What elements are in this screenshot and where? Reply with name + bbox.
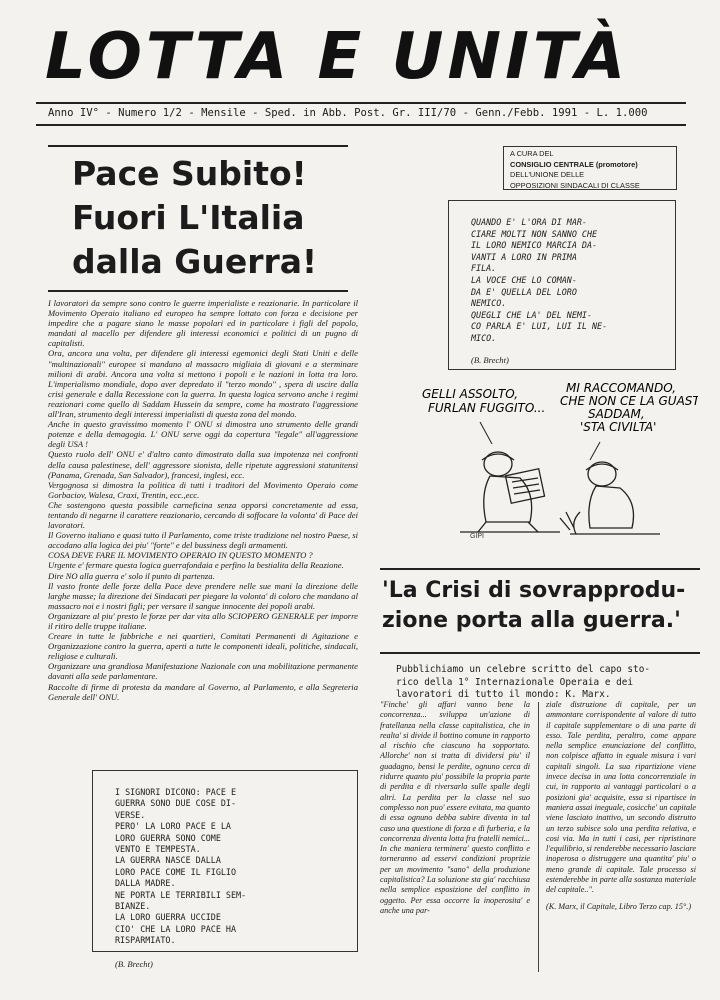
quote-line: VENTO E TEMPESTA.: [115, 844, 201, 855]
publisher-line: OPPOSIZIONI SINDACALI DI CLASSE: [510, 180, 640, 190]
quote-line: NEMICO.: [471, 298, 507, 309]
article-paragraph: COSA DEVE FARE IL MOVIMENTO OPERAIO IN QUESTO MOMENTO ?: [48, 550, 313, 561]
intro-line: Pubblichiamo un celebre scritto del capo sto-: [396, 664, 650, 675]
publisher-box: [503, 146, 677, 190]
marx-citation: (K. Marx, il Capitale, Libro Terzo cap. 15°.): [546, 901, 692, 911]
right-figure: [560, 462, 660, 534]
article-paragraph: Organizzare al piu' presto le forze per dar vita allo SCIOPERO GENERALE per imporre il ritiro delle truppe italiane.: [48, 610, 358, 631]
quote-author: (B. Brecht): [115, 958, 153, 969]
quote-line: LA VOCE CHE LO COMAN-: [471, 274, 577, 285]
crisis-article-title: [382, 576, 702, 636]
quote-line: IL LORO NEMICO MARCIA DA-: [471, 240, 598, 251]
article-paragraph: Urgente e' fermare questa logica guerrafondaia e perfino la bestialita della Reazione.: [48, 560, 344, 571]
quote-line: BIANZE.: [115, 901, 151, 912]
quote-line: LORO GUERRA SONO COME: [115, 832, 221, 843]
article-paragraph: Anche in questo gravissimo momento l' ONU si dimostra uno strumento delle grandi potenze e della demagogia. L' ONU serve oggi da copertura "legale" all'aggressione degli USA !: [48, 419, 358, 450]
crisis-rule: [380, 568, 700, 570]
left-figure: [460, 452, 560, 532]
headline-line: Fuori L'Italia: [72, 198, 305, 237]
quote-line: PERO' LA LORO PACE E LA: [115, 821, 231, 832]
headline-rule-bottom: [48, 290, 348, 292]
quote-line: DALLA MADRE.: [115, 878, 176, 889]
article-paragraph: I lavoratori da sempre sono contro le guerre imperialiste e reazionarie. In particolare il Movimento Operaio italiano ed europeo ha sempre lottato con forza e decisione per impedire che a pagare siano le masse popolari ed in particolare i figli del popolo, mandati al macello per difendere gli interessi economici e politici di un pugno di capitalisti.: [48, 298, 358, 349]
article-paragraph: Il Governo italiano e quasi tutto il Parlamento, come triste tradizione nel nostro Paese, si accodano alla logica dei piu' "forte" e del bussiness degli armamenti.: [48, 530, 358, 551]
quote-line: FILA.: [471, 263, 497, 274]
quote-line: LA GUERRA NASCE DALLA: [115, 855, 221, 866]
quote-line: DA E' QUELLA DEL LORO: [471, 286, 577, 297]
masthead-title: LOTTA E UNITÀ: [45, 20, 630, 94]
quote-line: CO PARLA E' LUI, LUI IL NE-: [471, 321, 608, 332]
brecht-quote-box-2: [92, 770, 358, 969]
quote-line: CIO' CHE LA LORO PACE HA: [115, 923, 237, 934]
publisher-line: DELL'UNIONE DELLE: [510, 170, 585, 179]
quote-line: QUANDO E' L'ORA DI MAR-: [471, 217, 587, 227]
issue-info-line: Anno IV° - Numero 1/2 - Mensile - Sped. in Abb. Post. Gr. III/70 - Genn./Febb. 1991 - L. 1.000: [48, 107, 648, 119]
quote-line: GUERRA SONO DUE COSE DI-: [115, 798, 237, 809]
quote-line: LA LORO GUERRA UCCIDE: [115, 912, 221, 923]
quote-line: I SIGNORI DICONO: PACE E: [115, 787, 237, 797]
article-paragraph: Dire NO alla guerra e' solo il punto di partenza.: [48, 570, 215, 581]
quote-line: VANTI A LORO IN PRIMA: [471, 251, 577, 262]
marx-paragraph: "Finche' gli affari vanno bene la concorrenza... sviluppa un'azione di fratellanza nella classe capitalistica, che in realta' si divide il bottino comune in rapporto al rischio che ciascuno ha sopportato. Allorche' non si tratta di dividersi piu' il guadagno, bensi le perdite, ognuno cerca di ridurre quanto piu' possibile la propria parte di perdita e di riversarla sulle spalle degli altri. La perdita per la classe nel suo complesso non puo' essere evitata, ma quanto di essa ognuno debba subire diventa in tal caso una questione di forza e di furberia, e la concorrenza diventa lotta fra fratelli nemici... In che maniera terminera' questo conflitto e torneranno ad esservi condizioni proprizie per un movimento "sano" della produzione capitalistica? La soluzione sta gia' racchiusa nella semplice esposizione del conflitto in oggetto. Per essa occorre la inoperosita' e anche una par-: [380, 700, 530, 915]
crisis-rule-bottom: [380, 652, 700, 654]
cartoon-signature: GIPI: [470, 533, 485, 540]
publisher-line: A CURA DEL: [510, 149, 554, 158]
quote-line: NE PORTA LE TERRIBILI SEM-: [115, 889, 247, 900]
article-paragraph: Ora, ancora una volta, per difendere gli interessi egemonici degli Stati Uniti e delle "multinazionali" europee si mandano al massacro migliaia di giovani e a sterminare milioni di arabi. Ancora una volta si mettono i popoli e le nazioni in lotta tra loro. L'imperialismo mondiale, dopo aver depredato il "terzo mondo" , spera di uscire dalla crisi generale e dalla Recessione con la guerra. In questa logica servono anche i regimi reazionari come quello di Saddam Hussein da sempre, come ha mostrato l'aggressione all'Iran, strumento degli interessi imperialisti di questa zona del mondo.: [48, 348, 358, 420]
quote-line: CIARE MOLTI NON SANNO CHE: [471, 228, 598, 239]
marx-paragraph: ziale distruzione di capitale, per un ammontare corrispondente al valore di tutto il capitale supplementare o di una parte di esso. Tale perdita, peraltro, come appare nella semplice enunciazione del conflitto, non colpisce affatto in eguale misura i vari capitali singoli. La sua ripartizione viene invece decisa in una lotta concorrenziale in cui, in rapporto ai vantaggi particolari o a posizioni gia' acquisite, essa si ripartisce in maniera assai ineguale, cosicche' un capitale viene lasciato inattivo, un secondo distrutto un terzo subisce solo una perdita relativa, e cosi via. Ma in tutti i casi, per ripristinare l'equilibrio, si renderebbe necessario lasciare inoperosa o distruggere una quantita' piu' o meno grande di capitale. Tale processo si estenderebbe in parte alla sostanza materiale del capitale..".: [546, 700, 696, 895]
article-paragraph: Che sostengono questa possibile carneficina senza opporsi concretamente ad essa, tentando di negarne il carattere reazionario, cercando di soffocare la volonta' di Pace dei lavoratori.: [48, 499, 358, 531]
intro-line: lavoratori di tutto il mondo: K. Marx.: [396, 689, 611, 700]
intro-line: rico della 1° Internazionale Operaia e dei: [396, 676, 634, 688]
marx-intro: [396, 664, 696, 702]
quote-line: VERSE.: [115, 809, 146, 820]
quote-line: MICO.: [471, 332, 497, 343]
quote-line: LORO PACE COME IL FIGLIO: [115, 866, 237, 877]
article-paragraph: Il vasto fronte delle forze della Pace deve prendere nelle sue mani la direzione delle larghe masse; la direzione dei Sindacati per piegare la volonta' di coloro che mandano al massacro noi e i nostri figli; per versare il sangue innocente dei popoli arabi.: [48, 580, 358, 611]
main-article: [48, 298, 358, 702]
quote-line: QUEGLI CHE LA' DEL NEMI-: [471, 309, 593, 320]
cartoon-speech-right: MI RACCOMANDO, CHE NON CE LA GUASTI SADDAM, 'STA CIVILTA': [560, 382, 698, 434]
article-paragraph: Organizzare una grandiosa Manifestazione Nazionale con una mobilitazione permanente davanti alla sede parlamentare.: [48, 661, 358, 682]
article-paragraph: Creare in tutte le fabbriche e nei quartieri, Comitati Permanenti di Agitazione e Organizzazione contro la guerra, aperti a tutte le componenti ideali, politiche, sindacali, religiose e culturali.: [48, 631, 358, 662]
article-paragraph: Vergognosa si dimostra la politica di tutti i traditori del Movimento Operaio come Gorbaciov, Walesa, Craxi, Trentin, ecc.,ecc.: [48, 479, 358, 500]
crisis-title-line: 'La Crisi di sovrapprodu-: [382, 578, 686, 603]
cartoon-drawing: [420, 382, 698, 542]
front-page-headline: [72, 152, 362, 284]
publisher-line: CONSIGLIO CENTRALE (promotore): [510, 159, 638, 169]
headline-line: Pace Subito!: [72, 154, 307, 193]
column-divider: [538, 702, 539, 972]
masthead-rule-top: [36, 102, 686, 104]
political-cartoon: [420, 382, 698, 542]
quote-author: (B. Brecht): [471, 354, 509, 365]
marx-text-right: [546, 700, 696, 912]
marx-text-left: [380, 700, 530, 916]
headline-rule: [48, 145, 348, 147]
brecht-quote-box: [448, 200, 676, 370]
masthead-rule-bottom: [36, 124, 686, 126]
article-paragraph: Questo ruolo dell' ONU e' d'altro canto dimostrato dalla sua impotenza nei confronti della causa palestinese, dell' aggressore sionista, delle ripetute aggressioni statunitensi (Panama, Grenada, San Salvador), francesi, inglesi, ecc.: [48, 449, 358, 480]
quote-line: RISPARMIATO.: [115, 935, 176, 946]
headline-line: dalla Guerra!: [72, 242, 318, 281]
crisis-title-line: zione porta alla guerra.': [382, 608, 681, 633]
cartoon-speech-left: GELLI ASSOLTO, FURLAN FUGGITO...: [422, 387, 546, 415]
article-paragraph: Raccolte di firme di protesta da mandare al Governo, al Parlamento, e alla Segreteria Generale dell' ONU.: [48, 681, 358, 702]
